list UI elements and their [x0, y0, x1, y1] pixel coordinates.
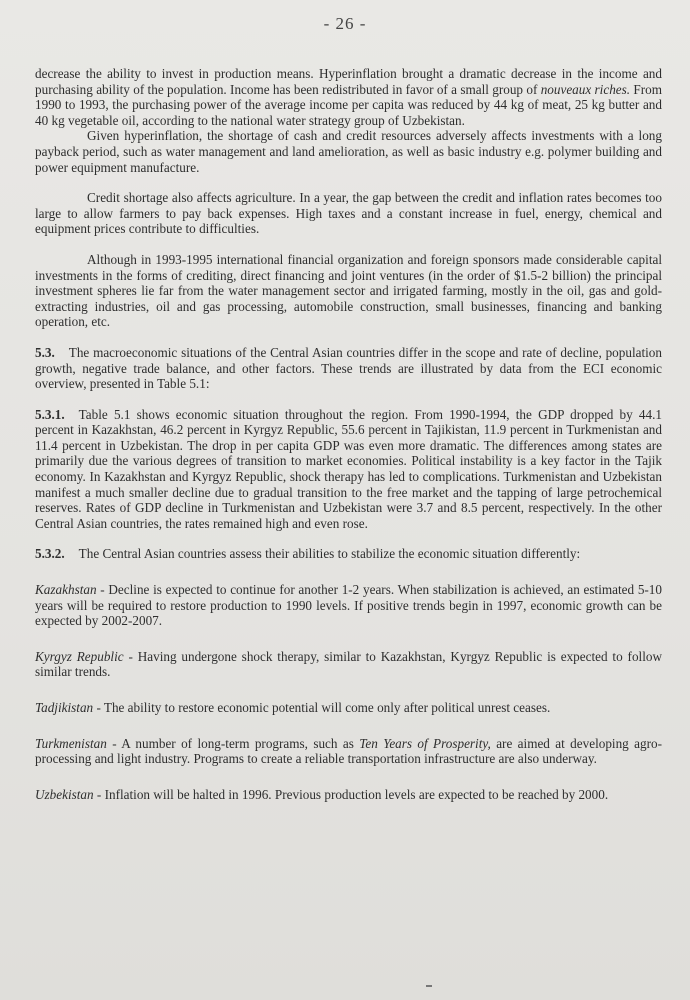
section-text: The Central Asian countries assess their abilities to stabilize the economic situation differently:: [78, 546, 581, 562]
country-name: Tadjikistan: [35, 700, 94, 715]
country-text: - The ability to restore economic potential will come only after political unrest ceases.: [93, 700, 551, 715]
paragraph-credit-resources: Given hyperinflation, the shortage of cash and credit resources adversely affects investments with a long payback period, such as water management and land amelioration, as well as basic industry e.g. polymer building and power equipment manufacture.: [35, 128, 662, 175]
country-turkmenistan: [35, 736, 662, 767]
paragraph-hyperinflation: [35, 66, 662, 128]
country-text: - Decline is expected to continue for another 1-2 years. When stabilization is achieved, an estimated 5-10 years will be required to restore production to 1990 levels. If positive trends begin in 1997, economic growth can be expected by 2002-2007.: [35, 582, 662, 629]
paragraph-text: From 1990 to 1993, the purchasing power of the average income per capita was reduced by 44 kg of meat, 25 kg butter and 40 kg vegetable oil, according to the national water strategy group of Uzbekistan.: [35, 81, 663, 128]
paragraph-credit-shortage: Credit shortage also affects agriculture. In a year, the gap between the credit and inflation rates becomes too large to allow farmers to pay back expenses. High taxes and a constant increase in fuel, energy, chemical and equipment prices contribute to difficulties.: [35, 190, 662, 237]
section-5-3: [35, 345, 662, 392]
country-text: - Having undergone shock therapy, similar to Kazakhstan, Kyrgyz Republic is expected to follow similar trends.: [35, 648, 662, 680]
country-uzbekistan: [35, 787, 662, 803]
program-title: Ten Years of Prosperity,: [359, 735, 491, 751]
page-number: - 26 -: [323, 14, 367, 33]
section-text: The macroeconomic situations of the Central Asian countries differ in the scope and rate of decline, population growth, negative trade balance, and other factors. These trends are illustrated by data from the ECI economic overview, presented in Table 5.1:: [35, 344, 662, 392]
paragraph-text: decrease the ability to invest in production means. Hyperinflation brought a dramatic decrease in the income and purchasing ability of the population. Income has been redistributed in favor of a small group of: [35, 66, 662, 97]
country-name: Turkmenistan: [35, 735, 107, 751]
section-5-3-2: [35, 546, 662, 562]
country-text: - Inflation will be halted in 1996. Previous production levels are expected to be reached by 2000.: [93, 786, 609, 802]
body-text: [35, 66, 662, 802]
section-number: 5.3.2.: [35, 546, 65, 562]
country-kazakhstan: [35, 582, 662, 629]
country-name: Uzbekistan: [35, 786, 94, 802]
country-tadjikistan: [35, 700, 662, 716]
country-text: - A number of long-term programs, such as: [106, 735, 360, 751]
country-kyrgyz-republic: [35, 649, 662, 680]
section-text: Table 5.1 shows economic situation throughout the region. From 1990-1994, the GDP dropped by 44.1 percent in Kazakhstan, 46.2 percent in Kyrgyz Republic, 55.6 percent in Tajikistan, 11.9 percent in Turkmenistan and 11.4 percent in Uzbekistan. The drop in per capita GDP was even more dramatic. The differences among states are primarily due the various degrees of transition to market economies. Political instability is a key factor in the Tajik economy. In Kazakhstan and Kyrgyz Republic, shock therapy has led to complications. Turkmenistan and Uzbekistan manifest a much smaller decline due to gradual transition to the free market and the tapping of large petrochemical reserves. Rates of GDP decline in Turkmenistan and Uzbekistan were 3.7 and 8.5 percent, respectively. In the other Central Asian countries, the rates remained high and even rose.: [35, 406, 662, 531]
section-number: 5.3.1.: [35, 406, 65, 422]
section-number: 5.3.: [35, 344, 55, 360]
scan-mark: [426, 985, 432, 987]
country-name: Kazakhstan: [35, 582, 97, 598]
country-name: Kyrgyz Republic: [35, 648, 124, 664]
section-5-3-1: [35, 407, 662, 532]
paragraph-italic: nouveaux riches.: [540, 81, 631, 97]
country-text: are aimed at developing agro-processing and light industry. Programs to create a reliable transportation infrastructure are also underway.: [35, 735, 662, 767]
paragraph-investments: Although in 1993-1995 international financial organization and foreign sponsors made considerable capital investments in the forms of crediting, direct financing and joint ventures (in the order of $1.5-2 billion) the principal investment spheres lie far from the water management sector and irrigated farming, mostly in the oil, gas and gold-extracting industries, oil and gas processing, automobile construction, small businesses, financing and banking operation, etc.: [35, 251, 662, 330]
